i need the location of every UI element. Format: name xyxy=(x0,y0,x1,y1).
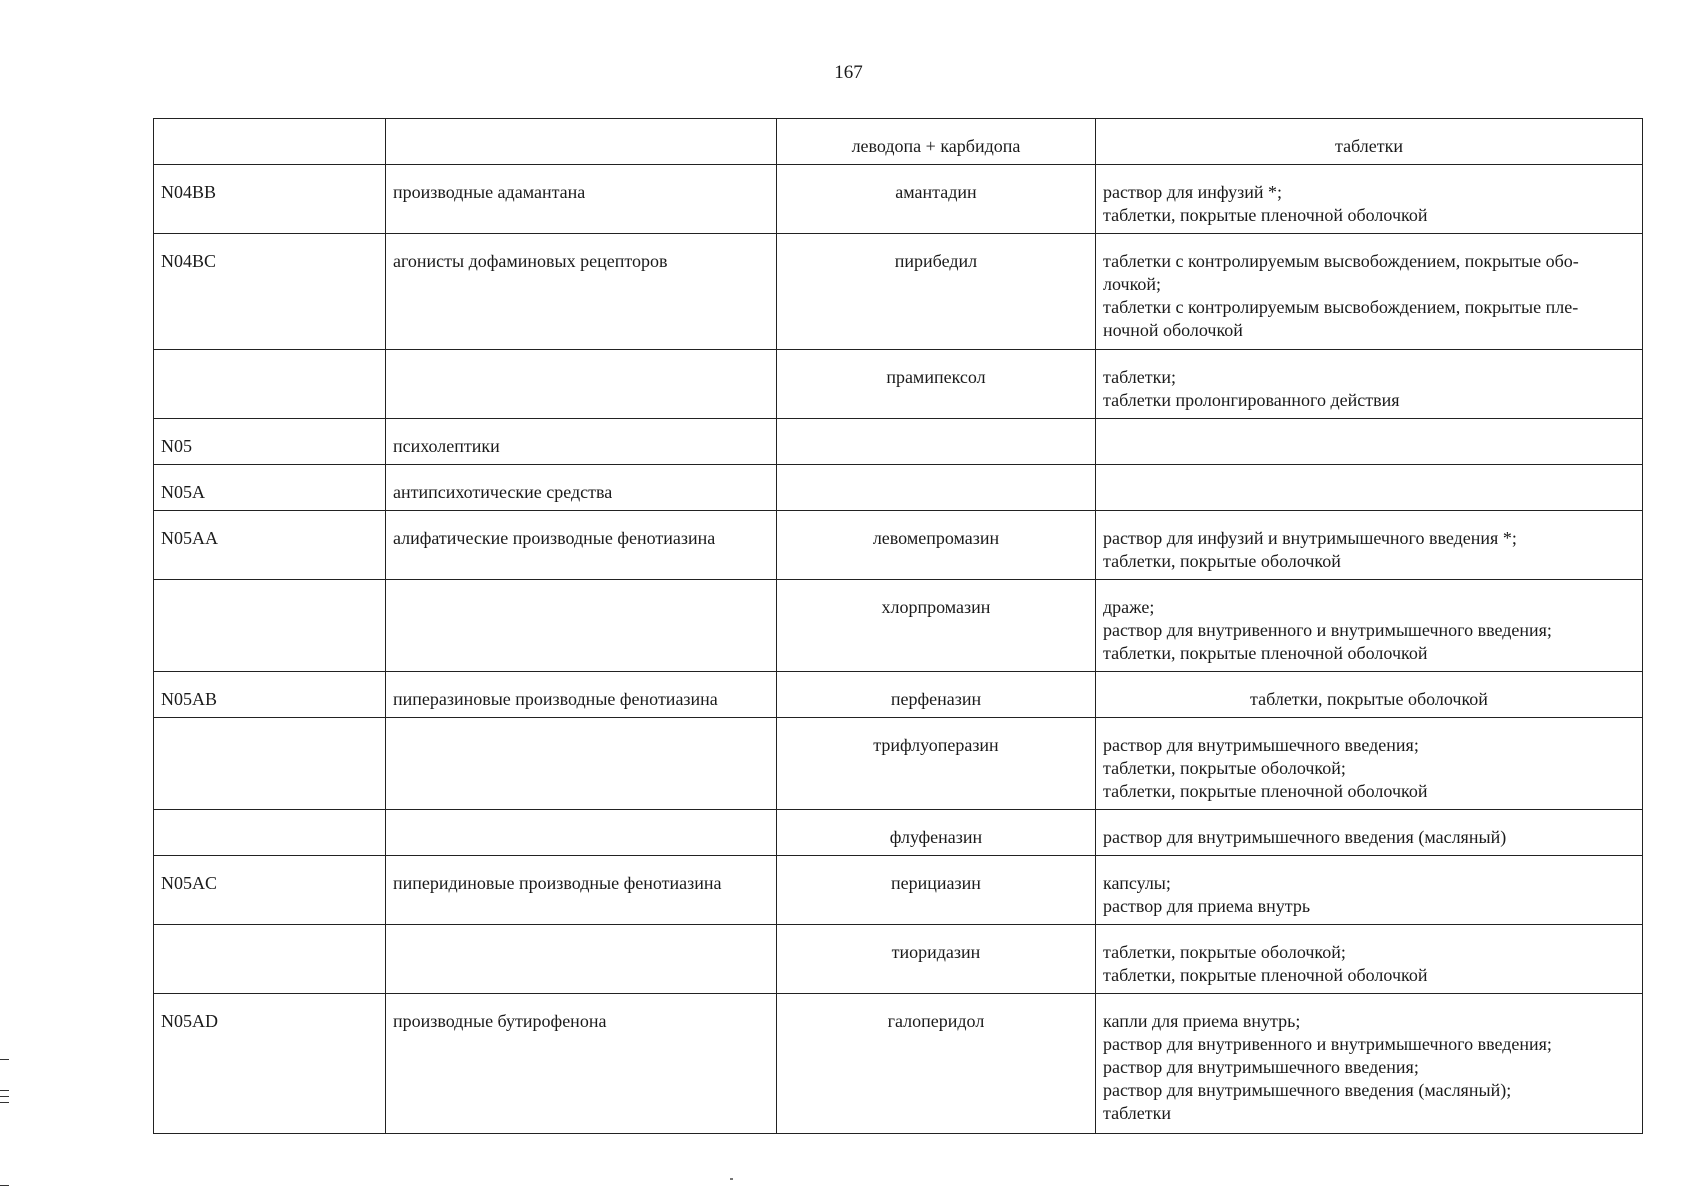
atc-code-cell xyxy=(154,350,386,419)
dosage-form-line: таблетки пролонгированного действия xyxy=(1103,390,1400,410)
dosage-forms-cell xyxy=(1096,925,1643,994)
group-name-cell: производные бутирофенона xyxy=(385,994,776,1134)
atc-code-cell: N04BB xyxy=(154,165,386,234)
table-row xyxy=(154,718,1643,810)
dosage-form-line: раствор для инфузий *; xyxy=(1103,182,1282,202)
dosage-forms-cell xyxy=(1096,672,1643,718)
dosage-form-line: драже; xyxy=(1103,597,1155,617)
table-row xyxy=(154,856,1643,925)
dosage-form-line: раствор для внутримышечного введения (масляный); xyxy=(1103,1080,1512,1100)
dosage-forms-cell xyxy=(1096,419,1643,465)
table-row xyxy=(154,465,1643,511)
drug-table xyxy=(153,118,1643,1134)
dosage-form-line: раствор для внутримышечного введения; xyxy=(1103,735,1419,755)
atc-code-cell: N05 xyxy=(154,419,386,465)
group-name-cell: агонисты дофаминовых рецепторов xyxy=(385,234,776,350)
atc-code-cell: N04BC xyxy=(154,234,386,350)
margin-mark xyxy=(0,1185,9,1186)
margin-mark xyxy=(0,1102,9,1103)
table-row xyxy=(154,580,1643,672)
dosage-form-line: таблетки, покрытые оболочкой xyxy=(1250,689,1488,709)
group-name-cell xyxy=(385,580,776,672)
group-name-cell xyxy=(385,810,776,856)
dosage-form-line: таблетки, покрытые пленочной оболочкой xyxy=(1103,781,1428,801)
dosage-forms-cell xyxy=(1096,511,1643,580)
dosage-form-line: раствор для инфузий и внутримышечного введения *; xyxy=(1103,528,1517,548)
substance-name-cell: тиоридазин xyxy=(776,925,1095,994)
dosage-form-line: лочкой; xyxy=(1103,274,1162,294)
table-row xyxy=(154,994,1643,1134)
group-name-cell xyxy=(385,925,776,994)
atc-code-cell: N05A xyxy=(154,465,386,511)
dosage-forms-cell xyxy=(1096,580,1643,672)
dosage-form-line: капсулы; xyxy=(1103,873,1171,893)
dosage-form-line: раствор для внутримышечного введения; xyxy=(1103,1057,1419,1077)
substance-name-cell: флуфеназин xyxy=(776,810,1095,856)
margin-mark xyxy=(0,1059,9,1060)
dosage-form-line: таблетки, покрытые оболочкой xyxy=(1103,551,1341,571)
substance-name-cell: левомепромазин xyxy=(776,511,1095,580)
dosage-form-line: таблетки xyxy=(1334,136,1403,156)
group-name-cell: производные адамантана xyxy=(385,165,776,234)
substance-name-cell: прамипексол xyxy=(776,350,1095,419)
substance-name-cell: пирибедил xyxy=(776,234,1095,350)
dosage-form-line: раствор для внутривенного и внутримышечного введения; xyxy=(1103,620,1552,640)
page-number: 167 xyxy=(834,62,863,83)
atc-code-cell xyxy=(154,580,386,672)
dosage-form-line: раствор для внутривенного и внутримышечного введения; xyxy=(1103,1034,1552,1054)
atc-code-cell xyxy=(154,810,386,856)
dosage-forms-cell xyxy=(1096,856,1643,925)
atc-code-cell: N05AB xyxy=(154,672,386,718)
dosage-forms-cell xyxy=(1096,165,1643,234)
group-name-cell xyxy=(385,350,776,419)
dosage-forms-cell xyxy=(1096,994,1643,1134)
group-name-cell xyxy=(385,119,776,165)
dosage-form-line: раствор для приема внутрь xyxy=(1103,896,1311,916)
margin-mark xyxy=(0,1090,9,1091)
substance-name-cell: трифлуоперазин xyxy=(776,718,1095,810)
dosage-form-line: таблетки с контролируемым высвобождением, покрытые пле- xyxy=(1103,297,1579,317)
atc-code-cell xyxy=(154,925,386,994)
margin-mark xyxy=(0,1096,9,1097)
atc-code-cell xyxy=(154,119,386,165)
atc-code-cell: N05AA xyxy=(154,511,386,580)
dosage-form-line: таблетки xyxy=(1103,1103,1172,1123)
group-name-cell xyxy=(385,718,776,810)
dosage-forms-cell xyxy=(1096,810,1643,856)
substance-name-cell: перициазин xyxy=(776,856,1095,925)
dosage-form-line: таблетки, покрытые оболочкой; xyxy=(1103,942,1346,962)
group-name-cell: антипсихотические средства xyxy=(385,465,776,511)
table-row xyxy=(154,234,1643,350)
dosage-form-line: таблетки, покрытые пленочной оболочкой xyxy=(1103,965,1428,985)
group-name-cell: психолептики xyxy=(385,419,776,465)
table-body xyxy=(154,119,1643,1134)
substance-name-cell: перфеназин xyxy=(776,672,1095,718)
substance-name-cell: амантадин xyxy=(776,165,1095,234)
table-row xyxy=(154,165,1643,234)
group-name-cell: пиперазиновые производные фенотиазина xyxy=(385,672,776,718)
substance-name-cell: хлорпромазин xyxy=(776,580,1095,672)
scan-speck xyxy=(730,1178,733,1180)
table-row xyxy=(154,419,1643,465)
table-row xyxy=(154,511,1643,580)
table-row xyxy=(154,350,1643,419)
substance-name-cell xyxy=(776,465,1095,511)
atc-code-cell: N05AC xyxy=(154,856,386,925)
dosage-forms-cell xyxy=(1096,350,1643,419)
table-row xyxy=(154,810,1643,856)
dosage-form-line: таблетки, покрытые оболочкой; xyxy=(1103,758,1346,778)
dosage-form-line: таблетки, покрытые пленочной оболочкой xyxy=(1103,643,1428,663)
dosage-forms-cell xyxy=(1096,119,1643,165)
table-row xyxy=(154,119,1643,165)
dosage-form-line: таблетки с контролируемым высвобождением, покрытые обо- xyxy=(1103,251,1579,271)
table-row xyxy=(154,925,1643,994)
dosage-form-line: таблетки, покрытые пленочной оболочкой xyxy=(1103,205,1428,225)
group-name-cell: алифатические производные фенотиазина xyxy=(385,511,776,580)
table-row xyxy=(154,672,1643,718)
dosage-form-line: таблетки; xyxy=(1103,367,1177,387)
atc-code-cell xyxy=(154,718,386,810)
group-name-cell: пиперидиновые производные фенотиазина xyxy=(385,856,776,925)
dosage-form-line: раствор для внутримышечного введения (масляный) xyxy=(1103,827,1507,847)
substance-name-cell: галоперидол xyxy=(776,994,1095,1134)
dosage-forms-cell xyxy=(1096,465,1643,511)
substance-name-cell xyxy=(776,419,1095,465)
dosage-form-line: капли для приема внутрь; xyxy=(1103,1011,1301,1031)
atc-code-cell: N05AD xyxy=(154,994,386,1134)
substance-name-cell: леводопа + карбидопа xyxy=(776,119,1095,165)
dosage-forms-cell xyxy=(1096,234,1643,350)
dosage-forms-cell xyxy=(1096,718,1643,810)
dosage-form-line: ночной оболочкой xyxy=(1103,320,1243,340)
